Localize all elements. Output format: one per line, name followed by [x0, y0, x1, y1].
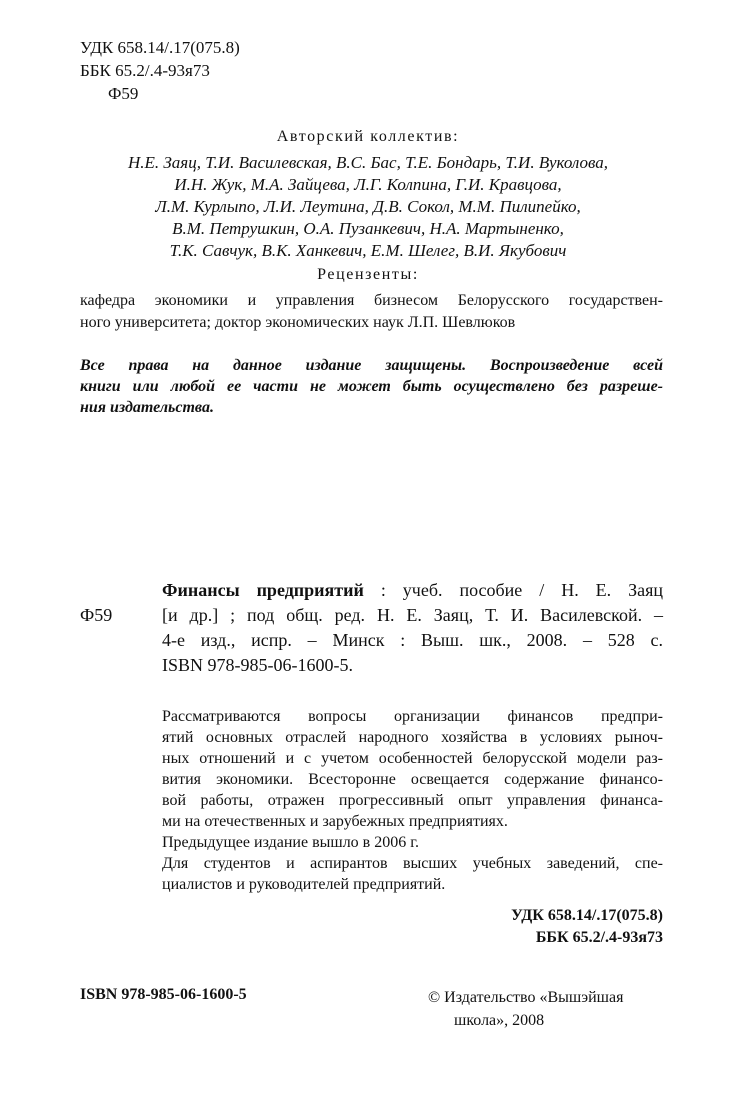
biblio-line: [и др.] ; под общ. ред. Н. Е. Заяц, Т. И. Василевской. –	[162, 605, 663, 625]
rights-notice	[80, 355, 663, 418]
author-mark: Ф59	[108, 84, 139, 103]
annotation-line: ятий основных отраслей народного хозяйства в условиях рыноч-	[162, 729, 663, 746]
rights-line: ния издательства.	[80, 399, 214, 416]
bbk-code: ББК 65.2/.4-93я73	[80, 61, 210, 80]
reviewers-line: кафедра экономики и управления бизнесом Белорусского государствен-	[80, 292, 663, 309]
annotation	[162, 706, 663, 895]
udk-code-bottom: УДК 658.14/.17(075.8)	[511, 907, 663, 924]
annotation-line: ных отношений и с учетом особенностей белорусской модели раз-	[162, 750, 663, 767]
bibliographic-record	[162, 578, 663, 678]
rights-line: Все права на данное издание защищены. Воспроизведение всей	[80, 357, 663, 374]
biblio-code: Ф59	[80, 605, 113, 625]
authors-list	[0, 152, 736, 262]
annotation-line: вития экономики. Всесторонне освещается содержание финансо-	[162, 771, 663, 788]
rights-line: книги или любой ее части не может быть осуществлено без разреше-	[80, 378, 663, 395]
authors-line: И.Н. Жук, М.А. Зайцева, Л.Г. Колпина, Г.И. Кравцова,	[174, 175, 562, 194]
authors-line: Т.К. Савчук, В.К. Ханкевич, Е.М. Шелег, В.И. Якубович	[169, 241, 567, 260]
audience-line: Для студентов и аспирантов высших учебных заведений, спе-	[162, 855, 663, 872]
authors-heading: Авторский коллектив:	[276, 128, 460, 145]
biblio-line1-rest: : учеб. пособие / Н. Е. Заяц	[363, 580, 664, 600]
biblio-line: 4-е изд., испр. – Минск : Выш. шк., 2008. – 528 с.	[162, 630, 663, 650]
bbk-code-bottom: ББК 65.2/.4-93я73	[535, 929, 663, 946]
biblio-line	[162, 578, 663, 603]
previous-edition: Предыдущее издание вышло в 2006 г.	[162, 834, 419, 851]
udk-block-bottom	[511, 905, 663, 949]
authors-line: В.М. Петрушкин, О.А. Пузанкевич, Н.А. Мартыненко,	[172, 219, 564, 238]
reviewers-text	[80, 290, 663, 334]
copyright	[428, 986, 623, 1032]
audience-line: циалистов и руководителей предприятий.	[162, 876, 446, 893]
udk-code: УДК 658.14/.17(075.8)	[80, 38, 240, 57]
annotation-line: вой работы, отражен прогрессивный опыт управления финанса-	[162, 792, 663, 809]
annotation-line: Рассматриваются вопросы организации финансов предпри-	[162, 708, 663, 725]
udk-block-top	[80, 36, 240, 105]
authors-line: Н.Е. Заяц, Т.И. Василевская, В.С. Бас, Т.Е. Бондарь, Т.И. Вуколова,	[127, 153, 609, 172]
isbn: ISBN 978-985-06-1600-5	[80, 986, 247, 1003]
reviewers-line: ного университета; доктор экономических наук Л.П. Шевлюков	[80, 314, 516, 331]
copyright-line: © Издательство «Вышэйшая	[428, 989, 624, 1006]
copyright-line: школа», 2008	[454, 1012, 545, 1029]
book-title: Финансы предприятий	[162, 580, 364, 600]
authors-line: Л.М. Курлыпо, Л.И. Леутина, Д.В. Сокол, М.М. Пилипейко,	[155, 197, 581, 216]
biblio-isbn: ISBN 978-985-06-1600-5.	[162, 655, 353, 675]
annotation-line: ми на отечественных и зарубежных предприятиях.	[162, 813, 508, 830]
reviewers-heading: Рецензенты:	[317, 266, 419, 283]
